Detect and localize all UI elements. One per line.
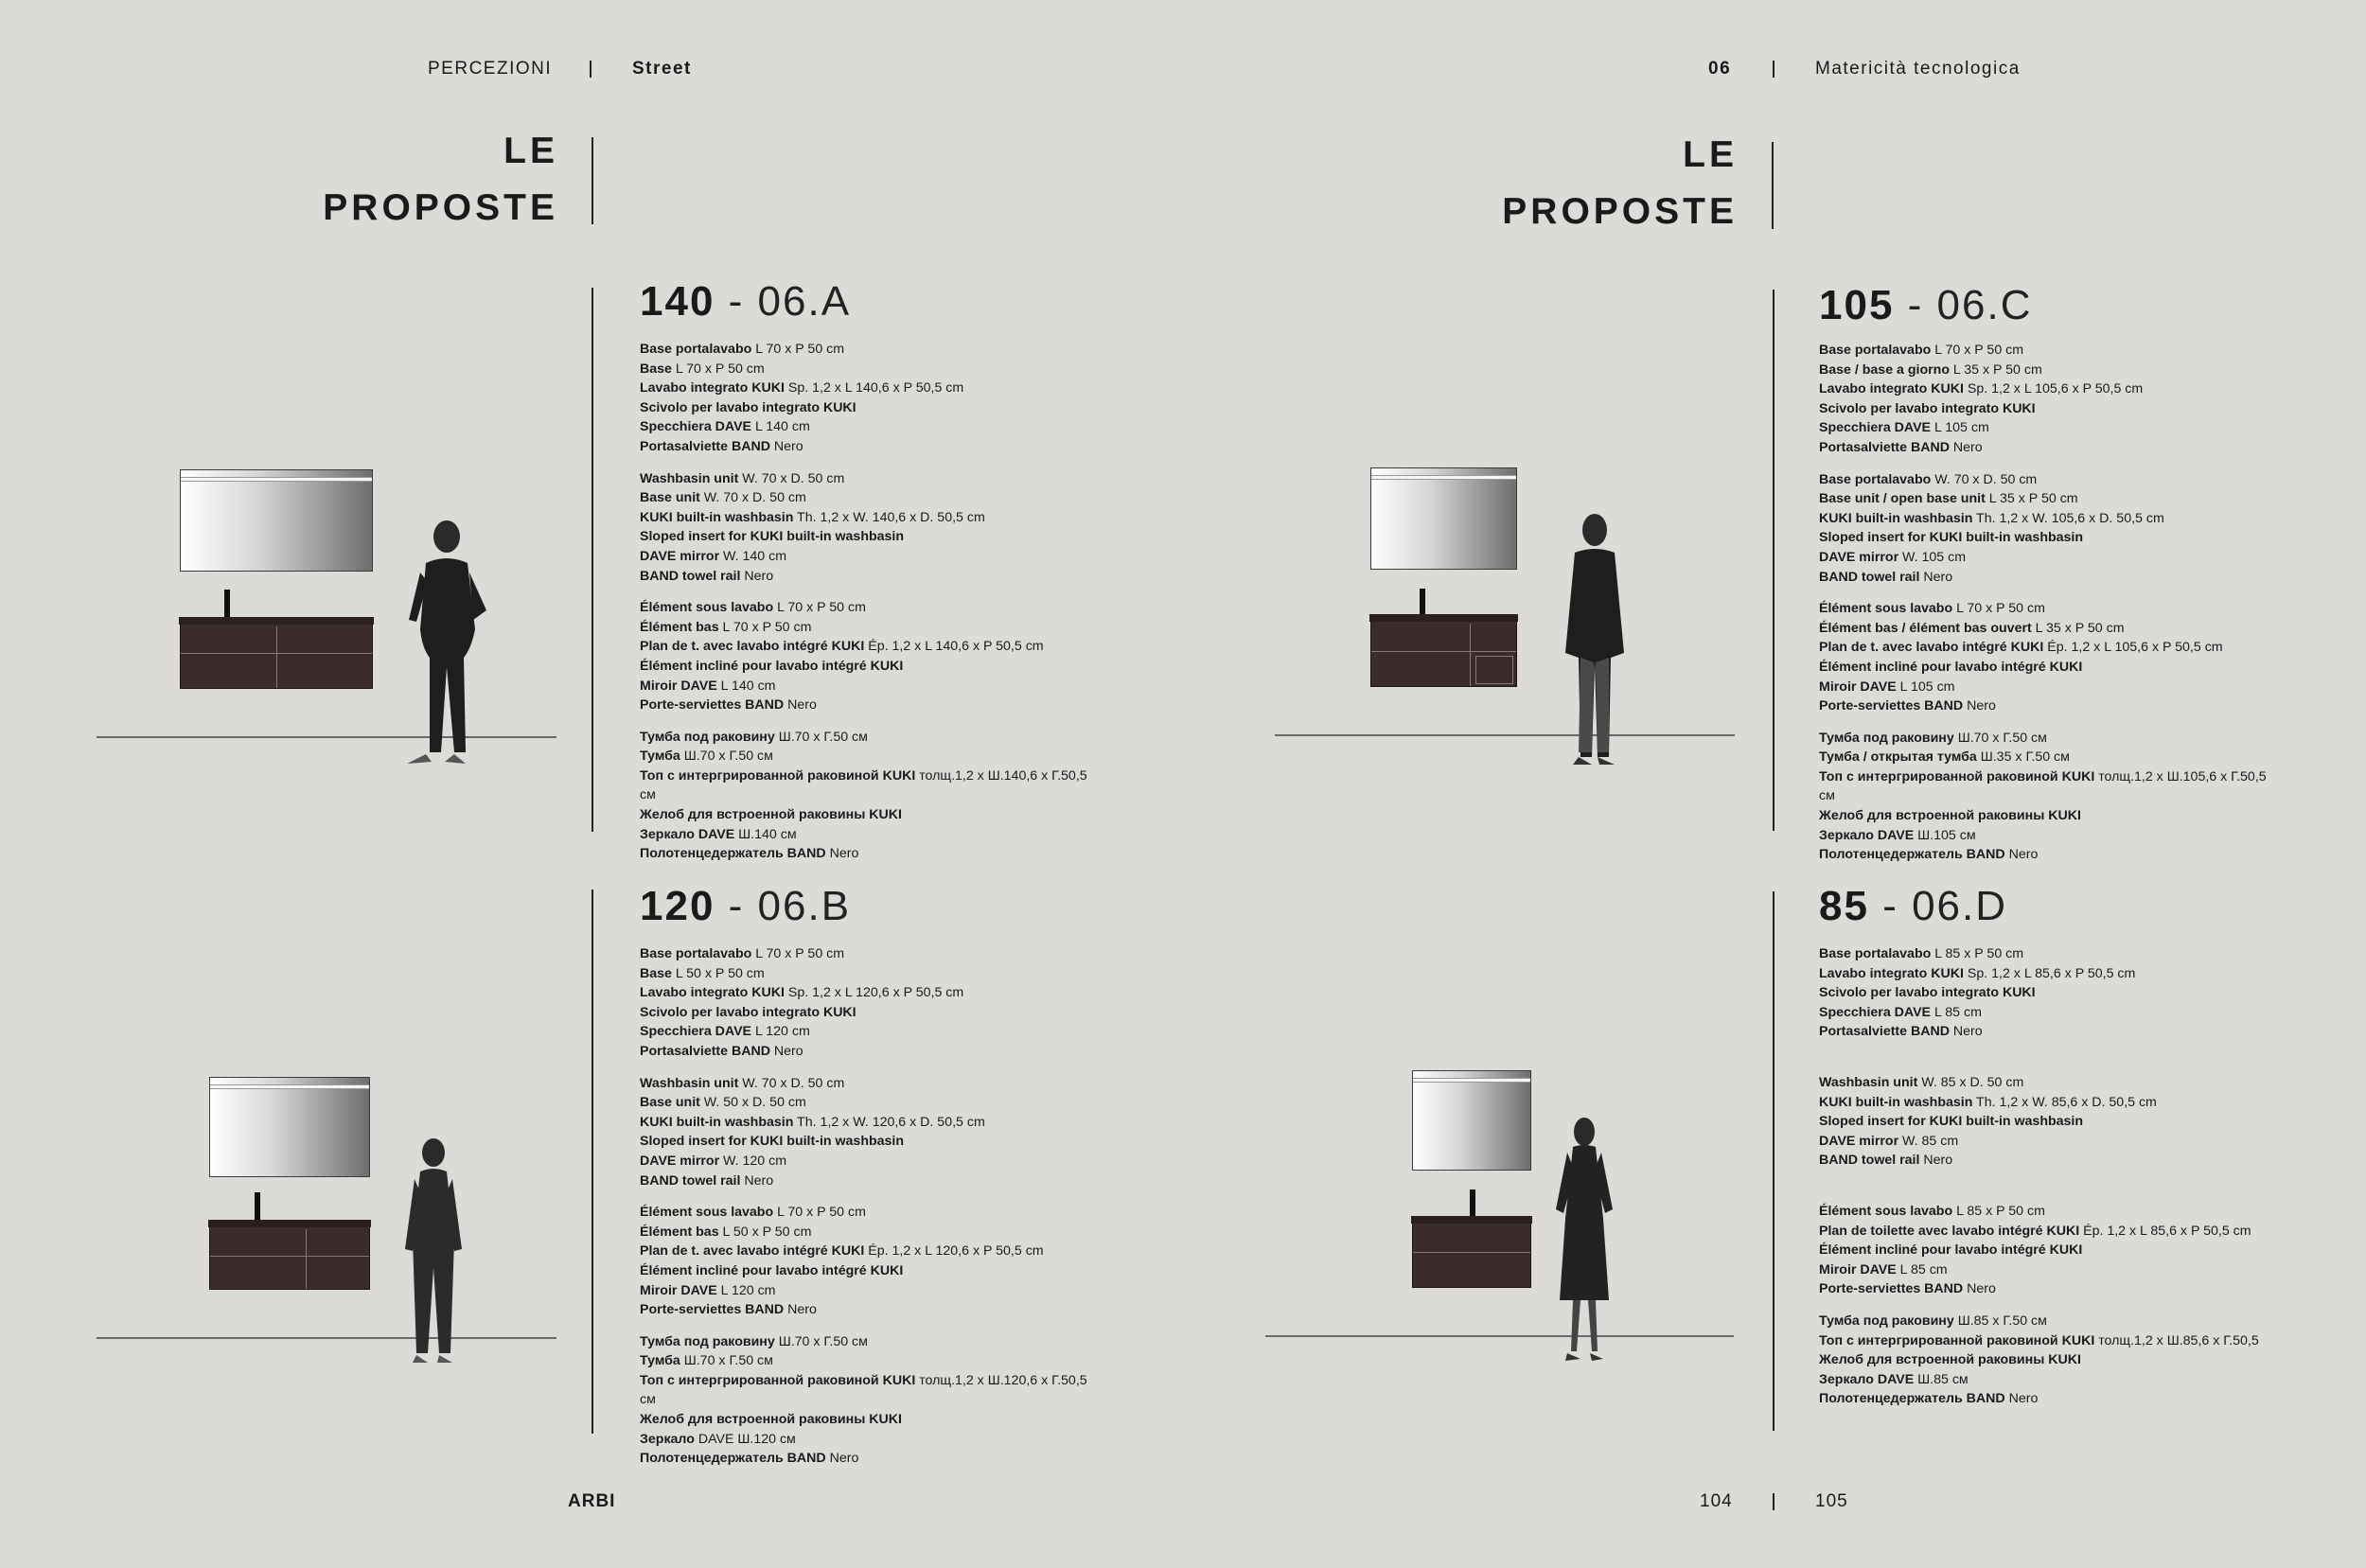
spec-line: Plan de toilette avec lavabo intégré KUKI Ép. 1,2 x L 85,6 x P 50,5 cm xyxy=(1819,1223,2251,1239)
title-line: LE xyxy=(503,131,558,171)
footer-divider xyxy=(1773,1493,1774,1510)
spec-line: Scivolo per lavabo integrato KUKI xyxy=(1819,400,2036,416)
spec-line: Sloped insert for KUKI built-in washbasin xyxy=(1819,530,2084,546)
faucet-illustration xyxy=(1470,1189,1475,1218)
spec-line: Élément incliné pour lavabo intégré KUKI xyxy=(640,658,904,674)
spec-line: Желоб для встроенной раковины KUKI xyxy=(640,1412,902,1428)
spec-line: Porte-serviettes BAND Nero xyxy=(640,697,817,714)
spec-line: Scivolo per lavabo integrato KUKI xyxy=(640,1004,856,1020)
spec-line: Élément bas / élément bas ouvert L 35 x P 50 cm xyxy=(1819,620,2125,636)
floor-line xyxy=(1265,1335,1734,1337)
proposal-code: 105 - 06.C xyxy=(1819,282,2033,328)
spec-line: Specchiera DAVE L 120 cm xyxy=(640,1024,810,1040)
spec-line: Plan de t. avec lavabo intégré KUKI Ép. 1,2 x L 120,6 x P 50,5 cm xyxy=(640,1243,1044,1260)
spec-line: Sloped insert for KUKI built-in washbasin xyxy=(640,1134,905,1150)
spec-line: Тумба Ш.70 x Г.50 см xyxy=(640,1353,773,1369)
spec-line: Miroir DAVE L 120 cm xyxy=(640,1282,776,1298)
spec-line: Base portalavabo L 85 x P 50 cm xyxy=(1819,946,2024,961)
spec-line: Plan de t. avec lavabo intégré KUKI Ép. 1,2 x L 105,6 x P 50,5 cm xyxy=(1819,640,2223,656)
spec-line: Base portalavabo L 70 x P 50 cm xyxy=(1819,343,2024,358)
section-divider xyxy=(1773,891,1774,1431)
title-line: LE xyxy=(1683,134,1738,175)
vanity-illustration xyxy=(1412,1217,1531,1288)
spec-line: Sloped insert for KUKI built-in washbasin xyxy=(1819,1114,2084,1130)
spec-line: Miroir DAVE L 105 cm xyxy=(1819,678,1955,695)
spec-line: Élément bas L 70 x P 50 cm xyxy=(640,619,812,635)
proposal-spec xyxy=(1819,944,2273,1421)
proposal-code: 120 - 06.B xyxy=(640,883,852,929)
spec-line: KUKI built-in washbasin Th. 1,2 x W. 120,6 x D. 50,5 cm xyxy=(640,1114,985,1130)
person-silhouette xyxy=(396,1136,471,1366)
mirror-illustration xyxy=(209,1077,370,1177)
spec-line: Washbasin unit W. 70 x D. 50 cm xyxy=(640,470,845,486)
proposal-spec xyxy=(640,944,1132,1481)
spec-line: Полотенцедержатель BAND Nero xyxy=(1819,1391,2039,1407)
proposal-code: 140 - 06.A xyxy=(640,278,852,325)
spec-line: Élément sous lavabo L 70 x P 50 cm xyxy=(1819,601,2045,617)
spec-line: Base portalavabo L 70 x P 50 cm xyxy=(640,946,845,961)
spec-line: Specchiera DAVE L 105 cm xyxy=(1819,420,1989,436)
person-silhouette xyxy=(388,516,502,769)
spec-line: BAND towel rail Nero xyxy=(640,568,774,584)
mirror-illustration xyxy=(180,469,373,572)
footer-brand: ARBI xyxy=(568,1491,616,1511)
proposal-code: 85 - 06.D xyxy=(1819,883,2008,929)
person-silhouette xyxy=(1546,1115,1622,1365)
faucet-illustration xyxy=(224,590,230,620)
spec-line: Base L 50 x P 50 cm xyxy=(640,965,765,981)
spec-line: Топ с интергрированной раковиной KUKI толщ.1,2 x Ш.105,6 x Г.50,5 см xyxy=(1819,768,2267,804)
header-section: PERCEZIONI xyxy=(428,59,553,79)
page-title-right xyxy=(1444,127,1738,240)
floor-line xyxy=(1275,734,1735,736)
floor-line xyxy=(97,1337,556,1339)
spec-line: Washbasin unit W. 85 x D. 50 cm xyxy=(1819,1074,2024,1090)
spec-line: Зеркало DAVE Ш.140 см xyxy=(640,826,797,842)
spec-line: Зеркало DAVE Ш.120 см xyxy=(640,1431,796,1447)
spec-line: Топ с интергрированной раковиной KUKI толщ.1,2 x Ш.140,6 x Г.50,5 см xyxy=(640,767,1087,803)
spec-line: Желоб для встроенной раковины KUKI xyxy=(1819,808,2081,824)
spec-line: Зеркало DAVE Ш.105 см xyxy=(1819,827,1976,843)
title-line: PROPOSTE xyxy=(323,187,558,228)
spec-line: KUKI built-in washbasin Th. 1,2 x W. 105,6 x D. 50,5 cm xyxy=(1819,510,2164,526)
header-topic: Street xyxy=(632,59,692,79)
spec-line: Зеркало DAVE Ш.85 см xyxy=(1819,1371,1969,1387)
spec-line: Portasalviette BAND Nero xyxy=(1819,1024,1983,1040)
spec-line: DAVE mirror W. 85 cm xyxy=(1819,1133,1959,1149)
spec-line: Base portalavabo W. 70 x D. 50 cm xyxy=(1819,471,2038,487)
spec-line: Полотенцедержатель BAND Nero xyxy=(640,846,859,862)
spec-line: Élément incliné pour lavabo intégré KUKI xyxy=(1819,659,2083,675)
spec-line: Scivolo per lavabo integrato KUKI xyxy=(1819,985,2036,1001)
spec-line: Scivolo per lavabo integrato KUKI xyxy=(640,399,856,415)
spec-line: Желоб для встроенной раковины KUKI xyxy=(640,807,902,823)
spec-line: Miroir DAVE L 140 cm xyxy=(640,678,776,694)
vanity-illustration xyxy=(180,618,373,689)
spec-line: BAND towel rail Nero xyxy=(1819,569,1953,585)
spec-line: Portasalviette BAND Nero xyxy=(640,438,803,454)
spec-line: Lavabo integrato KUKI Sp. 1,2 x L 85,6 x P 50,5 cm xyxy=(1819,965,2136,981)
header-divider xyxy=(1773,61,1774,78)
spec-line: Miroir DAVE L 85 cm xyxy=(1819,1261,1948,1277)
mirror-illustration xyxy=(1412,1070,1531,1171)
proposal-spec xyxy=(1819,341,2292,877)
spec-line: Желоб для встроенной раковины KUKI xyxy=(1819,1352,2081,1368)
spec-line: Portasalviette BAND Nero xyxy=(640,1043,803,1059)
page-number-left: 104 xyxy=(1700,1491,1733,1511)
header-chapter-title: Matericità tecnologica xyxy=(1815,59,2021,79)
vanity-illustration xyxy=(209,1221,370,1290)
header-divider xyxy=(590,61,592,78)
spec-line: Base unit W. 50 x D. 50 cm xyxy=(640,1095,806,1111)
section-divider xyxy=(592,890,593,1434)
spec-line: Lavabo integrato KUKI Sp. 1,2 x L 105,6 x P 50,5 cm xyxy=(1819,381,2144,397)
spec-line: Тумба под раковину Ш.70 x Г.50 см xyxy=(640,729,868,745)
spec-line: Полотенцедержатель BAND Nero xyxy=(1819,847,2039,863)
spec-line: Base / base a giorno L 35 x P 50 cm xyxy=(1819,361,2042,378)
spec-line: Lavabo integrato KUKI Sp. 1,2 x L 120,6 x P 50,5 cm xyxy=(640,985,964,1001)
vanity-illustration xyxy=(1370,615,1517,687)
spec-line: Specchiera DAVE L 85 cm xyxy=(1819,1004,1982,1020)
faucet-illustration xyxy=(1420,589,1425,617)
title-divider xyxy=(592,137,593,224)
spec-line: Тумба под раковину Ш.70 x Г.50 см xyxy=(1819,730,2047,746)
section-divider xyxy=(592,288,593,832)
header-chapter-number: 06 xyxy=(1708,59,1732,79)
person-silhouette xyxy=(1552,511,1637,766)
spec-line: KUKI built-in washbasin Th. 1,2 x W. 85,6 x D. 50,5 cm xyxy=(1819,1094,2157,1110)
spec-line: Base L 70 x P 50 cm xyxy=(640,361,765,377)
spec-line: Élément sous lavabo L 85 x P 50 cm xyxy=(1819,1203,2045,1219)
page-number-right: 105 xyxy=(1815,1491,1848,1511)
spec-line: Тумба под раковину Ш.85 x Г.50 см xyxy=(1819,1313,2047,1329)
spec-line: Тумба Ш.70 x Г.50 см xyxy=(640,749,773,765)
spec-line: Élément sous lavabo L 70 x P 50 cm xyxy=(640,600,866,616)
spec-line: Élément bas L 50 x P 50 cm xyxy=(640,1224,812,1240)
spec-line: Washbasin unit W. 70 x D. 50 cm xyxy=(640,1075,845,1091)
spec-line: Тумба / открытая тумба Ш.35 x Г.50 см xyxy=(1819,749,2070,766)
spec-line: Lavabo integrato KUKI Sp. 1,2 x L 140,6 x P 50,5 cm xyxy=(640,380,964,396)
spec-line: Топ с интергрированной раковиной KUKI толщ.1,2 x Ш.120,6 x Г.50,5 см xyxy=(640,1372,1087,1408)
spec-line: Portasalviette BAND Nero xyxy=(1819,439,1983,455)
spec-line: Élément sous lavabo L 70 x P 50 cm xyxy=(640,1205,866,1221)
spec-line: DAVE mirror W. 140 cm xyxy=(640,548,787,564)
spec-line: Porte-serviettes BAND Nero xyxy=(640,1302,817,1318)
page-title-left xyxy=(265,123,558,237)
section-divider xyxy=(1773,290,1774,831)
spec-line: Base unit / open base unit L 35 x P 50 cm xyxy=(1819,491,2078,507)
title-divider xyxy=(1772,142,1774,229)
spec-line: KUKI built-in washbasin Th. 1,2 x W. 140,6 x D. 50,5 cm xyxy=(640,509,985,525)
spec-line: DAVE mirror W. 120 cm xyxy=(640,1153,787,1169)
spec-line: Base unit W. 70 x D. 50 cm xyxy=(640,490,806,506)
proposal-spec xyxy=(640,340,1132,876)
spec-line: Élément incliné pour lavabo intégré KUKI xyxy=(1819,1242,2083,1259)
spec-line: BAND towel rail Nero xyxy=(1819,1153,1953,1169)
spec-line: Base portalavabo L 70 x P 50 cm xyxy=(640,342,845,357)
spec-line: Plan de t. avec lavabo intégré KUKI Ép. 1,2 x L 140,6 x P 50,5 cm xyxy=(640,639,1044,655)
spec-line: Élément incliné pour lavabo intégré KUKI xyxy=(640,1262,904,1278)
title-line: PROPOSTE xyxy=(1502,191,1738,232)
spec-line: Полотенцедержатель BAND Nero xyxy=(640,1451,859,1467)
faucet-illustration xyxy=(255,1192,260,1223)
spec-line: BAND towel rail Nero xyxy=(640,1172,774,1189)
spec-line: Sloped insert for KUKI built-in washbasin xyxy=(640,529,905,545)
spec-line: Топ с интергрированной раковиной KUKI толщ.1,2 x Ш.85,6 x Г.50,5 xyxy=(1819,1332,2259,1348)
spec-line: DAVE mirror W. 105 cm xyxy=(1819,549,1967,565)
spec-line: Тумба под раковину Ш.70 x Г.50 см xyxy=(640,1333,868,1349)
spec-line: Porte-serviettes BAND Nero xyxy=(1819,1281,1996,1297)
mirror-illustration xyxy=(1370,467,1517,570)
spec-line: Porte-serviettes BAND Nero xyxy=(1819,698,1996,714)
spec-line: Specchiera DAVE L 140 cm xyxy=(640,419,810,435)
